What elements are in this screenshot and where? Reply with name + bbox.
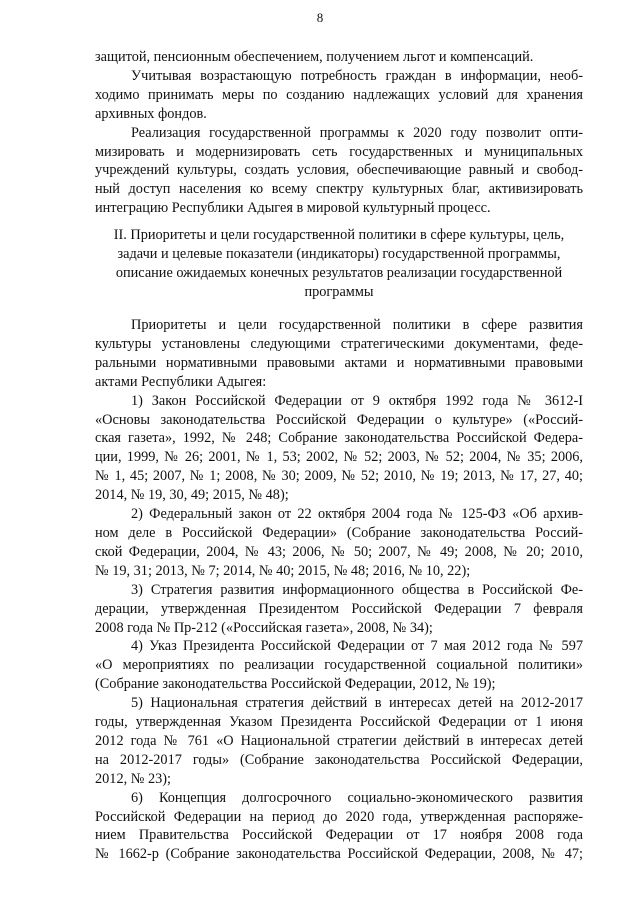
list-item-line: ном деле в Российской Федерации» (Собрание законодательства Россий- (95, 524, 583, 541)
body-text (95, 316, 583, 864)
list-item-line: 6) Концепция долгосрочного социально-экономического развития (131, 789, 583, 806)
list-item-line: годы, утвержденная Указом Президента Российской Федерации от 1 июня (95, 714, 583, 731)
list-item-line: ская газета», 1992, № 248; Собрание законодательства Российской Федера- (95, 430, 583, 447)
list-item-line: 2012, № 23); (95, 770, 171, 787)
list-item-line: Российской Федерации на период до 2020 года, утвержденная распоряже- (95, 808, 583, 825)
paragraph-line: Реализация государственной программы к 2020 году позволит опти- (131, 124, 583, 141)
list-item-line: 1) Закон Российской Федерации от 9 октября 1992 года № 3612-I (131, 392, 583, 409)
paragraph-line: актами Республики Адыгея: (95, 373, 267, 390)
paragraph-line: ральными нормативными правовыми актами и нормативными правовыми (95, 354, 583, 371)
list-item-line: дерации, утвержденная Президентом Российской Федерации 7 февраля (95, 600, 583, 617)
list-item-line: нием Правительства Российской Федерации от 17 ноября 2008 года (95, 827, 583, 844)
list-item-line: № 19, 31; 2013, № 7; 2014, № 40; 2015, № 48; 2016, № 10, 22); (95, 562, 471, 579)
list-item-line: ской Федерации, 2004, № 43; 2006, № 50; 2007, № 49; 2008, № 20; 2010, (95, 543, 583, 560)
paragraph-line: интеграцию Республики Адыгея в мировой культурный процесс. (95, 200, 491, 217)
paragraph-line: культуры установлены следующими стратегическими документами, феде- (95, 335, 583, 352)
page-number: 8 (316, 10, 324, 25)
list-item-line: № 1, 45; 2007, № 1; 2008, № 30; 2009, № 52; 2010, № 19; 2013, № 17, 27, 40; (95, 468, 583, 485)
list-item-line: № 1662-р (Собрание законодательства Российской Федерации, 2008, № 47; (95, 846, 583, 863)
list-item-line: 4) Указ Президента Российской Федерации от 7 мая 2012 года № 597 (131, 638, 583, 655)
paragraph-line: архивных фондов. (95, 105, 207, 122)
heading-line: описание ожидаемых конечных результатов реализации государственной (115, 264, 563, 281)
paragraph-line: Приоритеты и цели государственной политики в сфере развития (131, 317, 583, 333)
paragraph-line: ный доступ населения ко всему спектру культурных благ, активизировать (95, 181, 583, 198)
paragraph-line: Учитывая возрастающую потребность граждан в информации, необ- (131, 67, 583, 84)
heading-line: программы (304, 283, 374, 300)
list-item-line: 2012 года № 761 «О Национальной стратегии действий в интересах детей (95, 732, 583, 749)
intro-text (95, 48, 583, 218)
paragraph-line: защитой, пенсионным обеспечением, получением льгот и компенсаций. (95, 49, 534, 65)
paragraph-line: учреждений культуры, создать условия, обеспечивающие равный и свобод- (95, 162, 583, 179)
paragraph-line: ходимо принимать меры по созданию надлежащих условий для хранения (95, 86, 583, 103)
paragraph-line: мизировать и модернизировать сеть государственных и муниципальных (95, 143, 583, 160)
list-item-line: 2014, № 19, 30, 49; 2015, № 48); (95, 487, 289, 504)
list-item-line: на 2012-2017 годы» (Собрание законодательства Российской Федерации, (95, 751, 583, 768)
list-item-line: 3) Стратегия развития информационного общества в Российской Фе- (131, 581, 583, 598)
heading-line: задачи и целевые показатели (индикаторы) государственной программы, (117, 245, 561, 262)
list-item-line: 2008 года № Пр-212 («Российская газета», 2008, № 34); (95, 619, 433, 636)
list-item-line: 5) Национальная стратегия действий в интересах детей на 2012-2017 (131, 695, 583, 712)
list-item-line: ции, 1999, № 26; 2001, № 1, 53; 2002, № 52; 2003, № 52; 2004, № 35; 2006, (95, 449, 583, 466)
list-item-line: «Основы законодательства Российской Федерации о культуре» («Россий- (95, 411, 583, 428)
list-item-line: «О мероприятиях по реализации государственной социальной политики» (95, 657, 583, 674)
heading-line: II. Приоритеты и цели государственной политики в сфере культуры, цель, (113, 227, 565, 243)
list-item-line: (Собрание законодательства Российской Федерации, 2012, № 19); (95, 676, 496, 693)
section-heading (95, 226, 583, 302)
list-item-line: 2) Федеральный закон от 22 октября 2004 года № 125-ФЗ «Об архив- (131, 506, 583, 523)
